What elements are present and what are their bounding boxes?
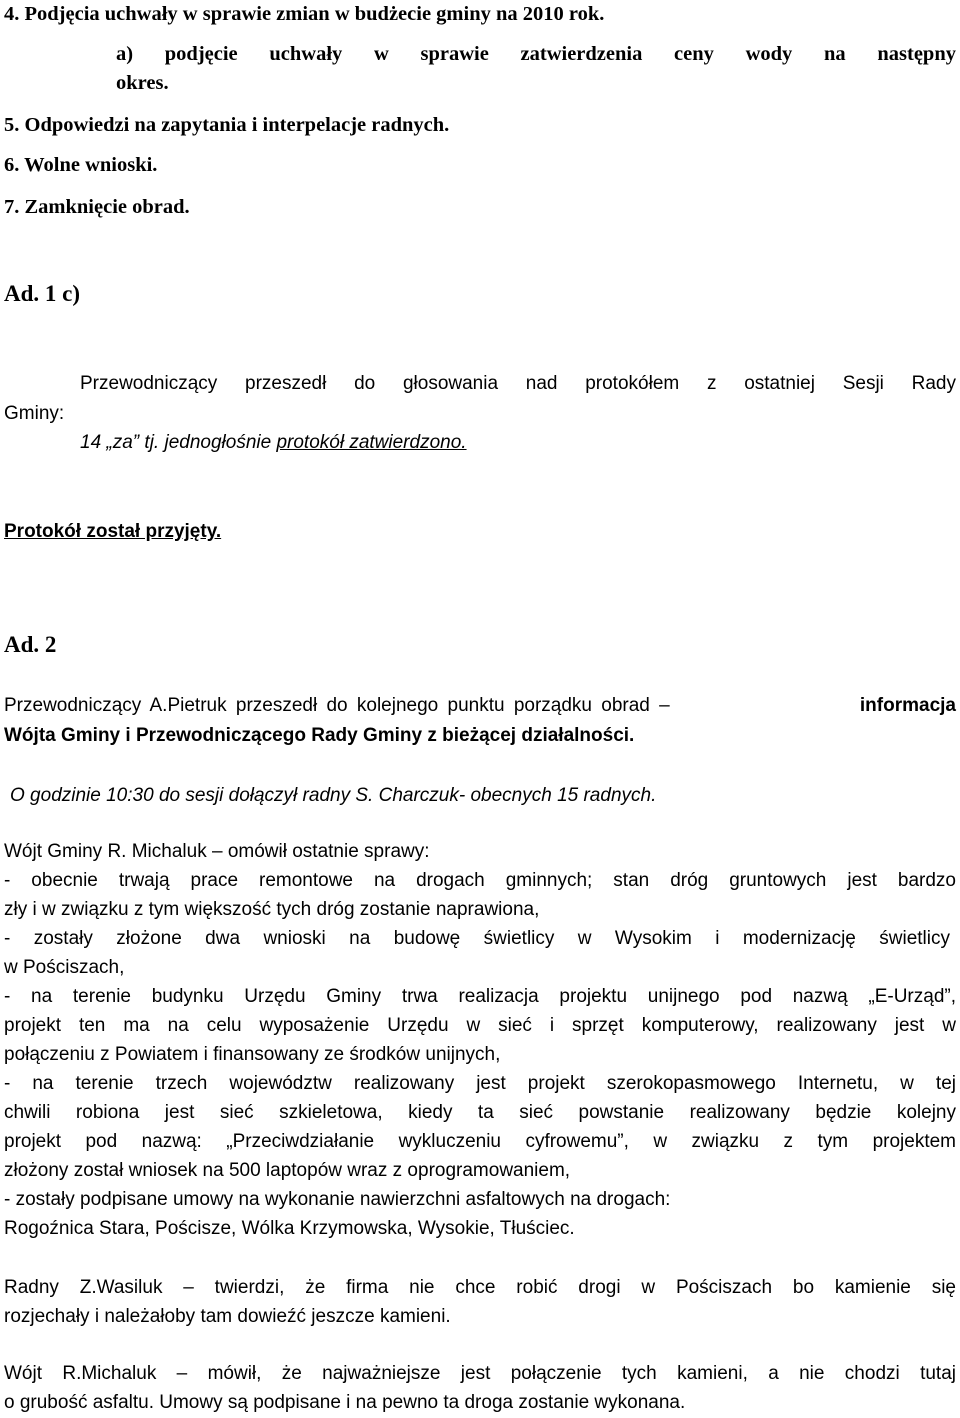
ad1c-result: Protokół został przyjęty.	[4, 521, 222, 542]
ad2-body-line: projekt ten ma na celu wyposażenie Urzędu w sieć i sprzęt komputerowy, realizowany jest w	[4, 1015, 956, 1036]
ad2-body-line: chwili robiona jest sieć szkieletowa, kiedy ta sieć powstanie realizowany będzie kolejny	[4, 1102, 956, 1123]
ad2-body-line: połączeniu z Powiatem i finansowany ze środków unijnych,	[4, 1044, 501, 1065]
ad2-body-line: - na terenie budynku Urzędu Gminy trwa realizacja projektu unijnego pod nazwą „E-Urząd”,	[4, 986, 956, 1007]
ad2-heading: Ad. 2	[4, 632, 57, 657]
ad2-body-line: złożony został wniosek na 500 laptopów wraz z oprogramowaniem,	[4, 1160, 571, 1181]
ad2-body-line: Rogoźnica Stara, Pościsze, Wólka Krzymowska, Wysokie, Tłuściec.	[4, 1218, 575, 1239]
ad1c-vote	[80, 431, 956, 455]
ad2-wojt-intro: Wójt Gminy R. Michaluk – omówił ostatnie sprawy:	[4, 841, 430, 862]
wojt-michaluk-line1: Wójt R.Michaluk – mówił, że najważniejsze jest połączenie tych kamieni, a nie chodzi tutaj	[4, 1363, 956, 1384]
ad2-line1-text: Przewodniczący A.Pietruk przeszedł do kolejnego punktu porządku obrad –	[4, 695, 670, 716]
ad2-body-line: - obecnie trwają prace remontowe na drogach gminnych; stan dróg gruntowych jest bardzo	[4, 870, 956, 891]
ad2-line1-bold: informacja	[859, 695, 956, 716]
wojt-michaluk-line2: o grubość asfaltu. Umowy są podpisane i na pewno ta droga zostanie wykonana.	[4, 1392, 686, 1413]
ad2-note: O godzinie 10:30 do sesji dołączył radny S. Charczuk- obecnych 15 radnych.	[10, 785, 657, 806]
ad2-body-line: - zostały podpisane umowy na wykonanie nawierzchni asfaltowych na drogach:	[4, 1189, 671, 1210]
radny-wasiluk-line2: rozjechały i należałoby tam dowieźć jeszcze kamieni.	[4, 1306, 451, 1327]
ad1c-vote-text: 14 „za” tj. jednogłośnie	[80, 432, 272, 453]
ad1c-vote-approved: protokół zatwierdzono.	[276, 432, 467, 453]
ad2-body-line: w Pościszach,	[4, 957, 125, 978]
agenda-item-6: 6. Wolne wnioski.	[4, 154, 158, 176]
ad1c-line1: Przewodniczący przeszedł do głosowania nad protokółem z ostatniej Sesji Rady	[80, 373, 956, 394]
ad2-line2: Wójta Gminy i Przewodniczącego Rady Gminy z bieżącej działalności.	[4, 725, 635, 746]
agenda-item-5: 5. Odpowiedzi na zapytania i interpelacje radnych.	[4, 114, 450, 136]
agenda-item-4a-line2: okres.	[116, 72, 169, 94]
ad1c-line2: Gminy:	[4, 403, 65, 424]
agenda-item-4: 4. Podjęcia uchwały w sprawie zmian w budżecie gminy na 2010 rok.	[4, 3, 605, 25]
ad2-line1	[4, 694, 956, 718]
ad2-body-line: projekt pod nazwą: „Przeciwdziałanie wykluczeniu cyfrowemu”, w związku z tym projektem	[4, 1131, 956, 1152]
ad2-body-line: - zostały złożone dwa wnioski na budowę świetlicy w Wysokim i modernizację świetlicy	[4, 928, 950, 949]
radny-wasiluk-line1: Radny Z.Wasiluk – twierdzi, że firma nie chce robić drogi w Pościszach bo kamienie się	[4, 1277, 956, 1298]
ad2-body-line: - na terenie trzech województw realizowany jest projekt szerokopasmowego Internetu, w tej	[4, 1073, 956, 1094]
agenda-item-4a-line1: a) podjęcie uchwały w sprawie zatwierdzenia ceny wody na następny	[116, 43, 956, 65]
ad1c-heading: Ad. 1 c)	[4, 281, 81, 306]
ad2-body-line: zły i w związku z tym większość tych dróg zostanie naprawiona,	[4, 899, 540, 920]
agenda-item-7: 7. Zamknięcie obrad.	[4, 196, 190, 218]
